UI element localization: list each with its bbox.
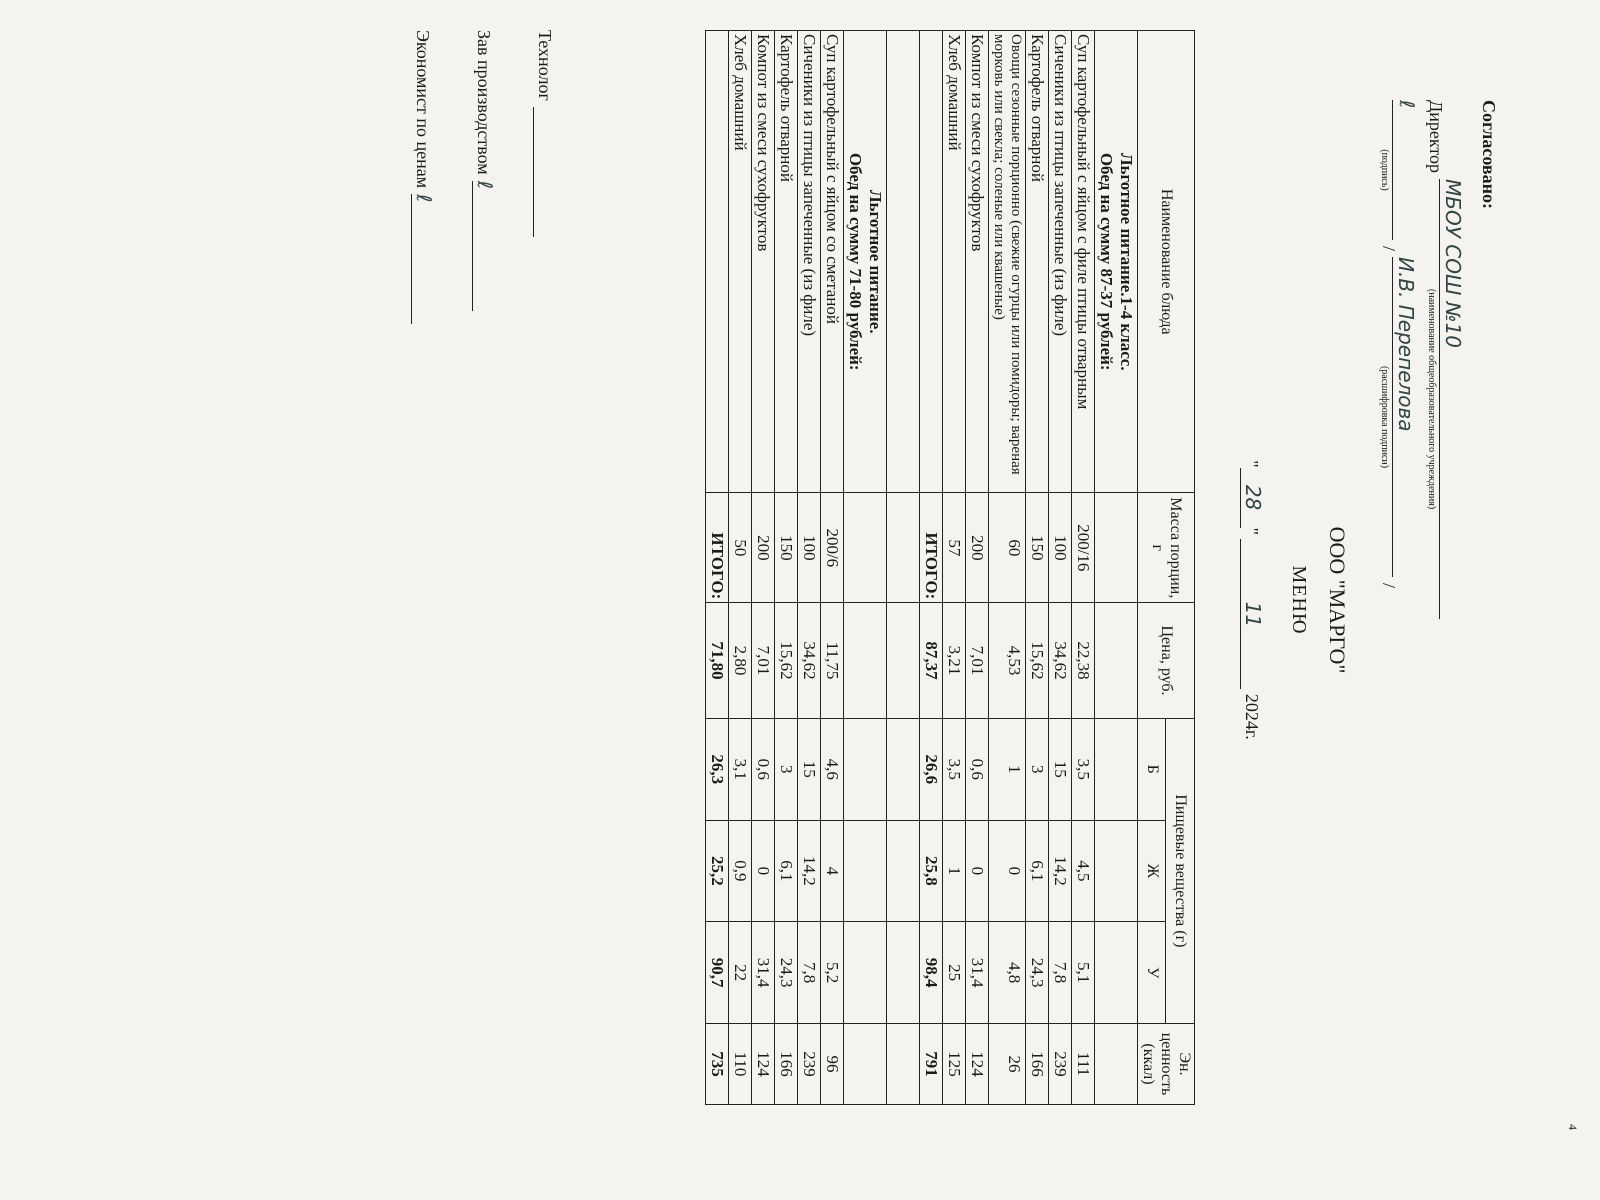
dish-zh: 6,1 [775, 820, 798, 922]
dish-zh: 14,2 [1049, 820, 1072, 922]
table-row [1072, 31, 1095, 1105]
economist-label: Экономист по ценам [413, 30, 433, 189]
date-month: 11 [1240, 539, 1265, 689]
date-day: 28 [1240, 468, 1265, 528]
dish-mass: 150 [775, 493, 798, 603]
dish-mass: 200/6 [821, 493, 844, 603]
section1-title2: Обед на сумму 87-37 рублей: [1097, 152, 1116, 371]
dish-u: 7,8 [1049, 922, 1072, 1024]
economist-signature-line: ℓ [411, 194, 436, 324]
name-value: И.В. Перепелова [1392, 257, 1418, 577]
page-number: 4 [1566, 1124, 1580, 1130]
dish-price: 2,80 [729, 603, 752, 719]
institution-caption: (наименование общеобразовательного учреждения) [1426, 288, 1438, 510]
dish-zh: 0 [752, 820, 775, 922]
dish-mass: 57 [943, 493, 966, 603]
col-u: У [1138, 922, 1167, 1024]
sign-row-technologist [533, 30, 555, 324]
dish-zh: 6,1 [1026, 820, 1049, 922]
technologist-signature-line [533, 107, 534, 237]
dish-name: Овощи сезонные порционно (свежие огурцы или помидоры; вареная морковь или свекла; соленые или квашеные) [989, 31, 1026, 493]
total-label: ИТОГО: [920, 493, 943, 603]
dish-u: 5,1 [1072, 922, 1095, 1024]
dish-kcal: 96 [821, 1024, 844, 1105]
dish-mass: 100 [798, 493, 821, 603]
dish-kcal: 166 [1026, 1024, 1049, 1105]
section2-title1: Льготное питание. [866, 189, 885, 334]
dish-mass: 50 [729, 493, 752, 603]
dish-price: 11,75 [821, 603, 844, 719]
col-b: Б [1138, 718, 1167, 820]
dish-kcal: 111 [1072, 1024, 1095, 1105]
dish-b: 3 [775, 718, 798, 820]
director-signature: ℓ [1392, 100, 1419, 240]
table-row [966, 31, 989, 1105]
total-kcal: 791 [920, 1024, 943, 1105]
dish-mass: 60 [989, 493, 1026, 603]
dish-name: Сичeники из птицы запеченные (из филе) [798, 31, 821, 493]
total-zh: 25,2 [706, 820, 729, 922]
dish-zh: 1 [943, 820, 966, 922]
dish-price: 15,62 [1026, 603, 1049, 719]
dish-b: 3,5 [943, 718, 966, 820]
dish-u: 22 [729, 922, 752, 1024]
dish-zh: 0 [966, 820, 989, 922]
dish-b: 3,5 [1072, 718, 1095, 820]
director-label: Директор [1426, 100, 1447, 174]
dish-name: Сичeники из птицы запеченные (из филе) [1049, 31, 1072, 493]
total-u: 98,4 [920, 922, 943, 1024]
col-mass: Масса порции, г [1138, 493, 1195, 603]
section2-total-row [706, 31, 729, 1105]
table-row [943, 31, 966, 1105]
date-line: "28" 11 2024г. [1241, 460, 1265, 740]
dish-kcal: 166 [775, 1024, 798, 1105]
col-zh: Ж [1138, 820, 1167, 922]
table-row [752, 31, 775, 1105]
table-row [775, 31, 798, 1105]
col-price: Цена, руб. [1138, 603, 1195, 719]
dish-u: 31,4 [752, 922, 775, 1024]
dish-zh: 4,5 [1072, 820, 1095, 922]
section1-title-row [1095, 31, 1138, 1105]
sign-row-economist [411, 30, 436, 324]
dish-name: Картофель отварной [1026, 31, 1049, 493]
section1-title1: Льготное питание.1-4 класс. [1117, 152, 1136, 371]
dish-mass: 100 [1049, 493, 1072, 603]
dish-name: Компот из смеси сухофруктов [966, 31, 989, 493]
dish-b: 15 [798, 718, 821, 820]
section1-total-row [920, 31, 943, 1105]
dish-price: 34,62 [798, 603, 821, 719]
dish-kcal: 26 [989, 1024, 1026, 1105]
dish-u: 5,2 [821, 922, 844, 1024]
dish-b: 15 [1049, 718, 1072, 820]
dish-name: Суп картофельный с яйцом со сметаной [821, 31, 844, 493]
dish-b: 4,6 [821, 718, 844, 820]
production-label: Зав производством [474, 30, 494, 175]
dish-price: 15,62 [775, 603, 798, 719]
dish-b: 3,1 [729, 718, 752, 820]
dish-name: Картофель отварной [775, 31, 798, 493]
signature-caption: (подпись) [1379, 149, 1390, 191]
table-row [1026, 31, 1049, 1105]
dish-b: 1 [989, 718, 1026, 820]
dish-b: 0,6 [966, 718, 989, 820]
name-caption: (расшифровка подписи) [1379, 365, 1390, 469]
dish-price: 4,53 [989, 603, 1026, 719]
dish-mass: 200/16 [1072, 493, 1095, 603]
dish-zh: 4 [821, 820, 844, 922]
total-price: 87,37 [920, 603, 943, 719]
sign-row-production [472, 30, 497, 324]
total-zh: 25,8 [920, 820, 943, 922]
dish-price: 34,62 [1049, 603, 1072, 719]
dish-kcal: 110 [729, 1024, 752, 1105]
dish-mass: 200 [752, 493, 775, 603]
org-name: ООО "МАРГО" [1325, 526, 1350, 674]
dish-price: 7,01 [966, 603, 989, 719]
approval-heading: Согласовано: [1479, 100, 1499, 209]
dish-kcal: 125 [943, 1024, 966, 1105]
dish-b: 3 [1026, 718, 1049, 820]
col-energy: Эн. ценность (ккал) [1138, 1024, 1195, 1105]
dish-name: Суп картофельный с яйцом с филе птицы отварным [1072, 31, 1095, 493]
date-year: 2024г. [1242, 693, 1262, 740]
section2-title2: Обед на сумму 71-80 рублей: [846, 152, 865, 371]
institution-value: МБОУ СОШ №10 [1440, 179, 1466, 619]
total-price: 71,80 [706, 603, 729, 719]
section2-title-row [844, 31, 887, 1105]
dish-price: 22,38 [1072, 603, 1095, 719]
table-row [1049, 31, 1072, 1105]
dish-u: 24,3 [775, 922, 798, 1024]
dish-u: 7,8 [798, 922, 821, 1024]
dish-name: Компот из смеси сухофруктов [752, 31, 775, 493]
dish-u: 4,8 [989, 922, 1026, 1024]
blank-row [887, 31, 920, 1105]
dish-kcal: 124 [966, 1024, 989, 1105]
dish-mass: 200 [966, 493, 989, 603]
dish-name: Хлеб домашний [729, 31, 752, 493]
production-signature-line: ℓ [472, 181, 497, 311]
dish-mass: 150 [1026, 493, 1049, 603]
total-b: 26,6 [920, 718, 943, 820]
approval-block: Согласовано: Директор МБОУ СОШ №10 (наименование общеобразовательного учреждения) ℓ (подпись) / И.В. Перепелова (расшифровка подписи) / [1378, 100, 1501, 619]
table-row [821, 31, 844, 1105]
total-kcal: 735 [706, 1024, 729, 1105]
total-b: 26,3 [706, 718, 729, 820]
dish-name: Хлеб домашний [943, 31, 966, 493]
signatures-block [375, 30, 555, 324]
dish-zh: 0 [989, 820, 1026, 922]
total-u: 90,7 [706, 922, 729, 1024]
dish-u: 24,3 [1026, 922, 1049, 1024]
table-row [729, 31, 752, 1105]
dish-price: 7,01 [752, 603, 775, 719]
menu-title: МЕНЮ [1288, 565, 1310, 635]
dish-kcal: 239 [1049, 1024, 1072, 1105]
table-row [989, 31, 1026, 1105]
dish-zh: 0,9 [729, 820, 752, 922]
table-row [798, 31, 821, 1105]
dish-kcal: 239 [798, 1024, 821, 1105]
menu-table [705, 30, 1195, 1105]
dish-zh: 14,2 [798, 820, 821, 922]
dish-b: 0,6 [752, 718, 775, 820]
dish-u: 25 [943, 922, 966, 1024]
total-label: ИТОГО: [706, 493, 729, 603]
dish-kcal: 124 [752, 1024, 775, 1105]
col-nutrients: Пищевые вещества (г) [1166, 718, 1195, 1023]
dish-u: 31,4 [966, 922, 989, 1024]
technologist-label: Технолог [535, 30, 555, 101]
dish-price: 3,21 [943, 603, 966, 719]
col-name: Наименование блюда [1138, 31, 1195, 493]
